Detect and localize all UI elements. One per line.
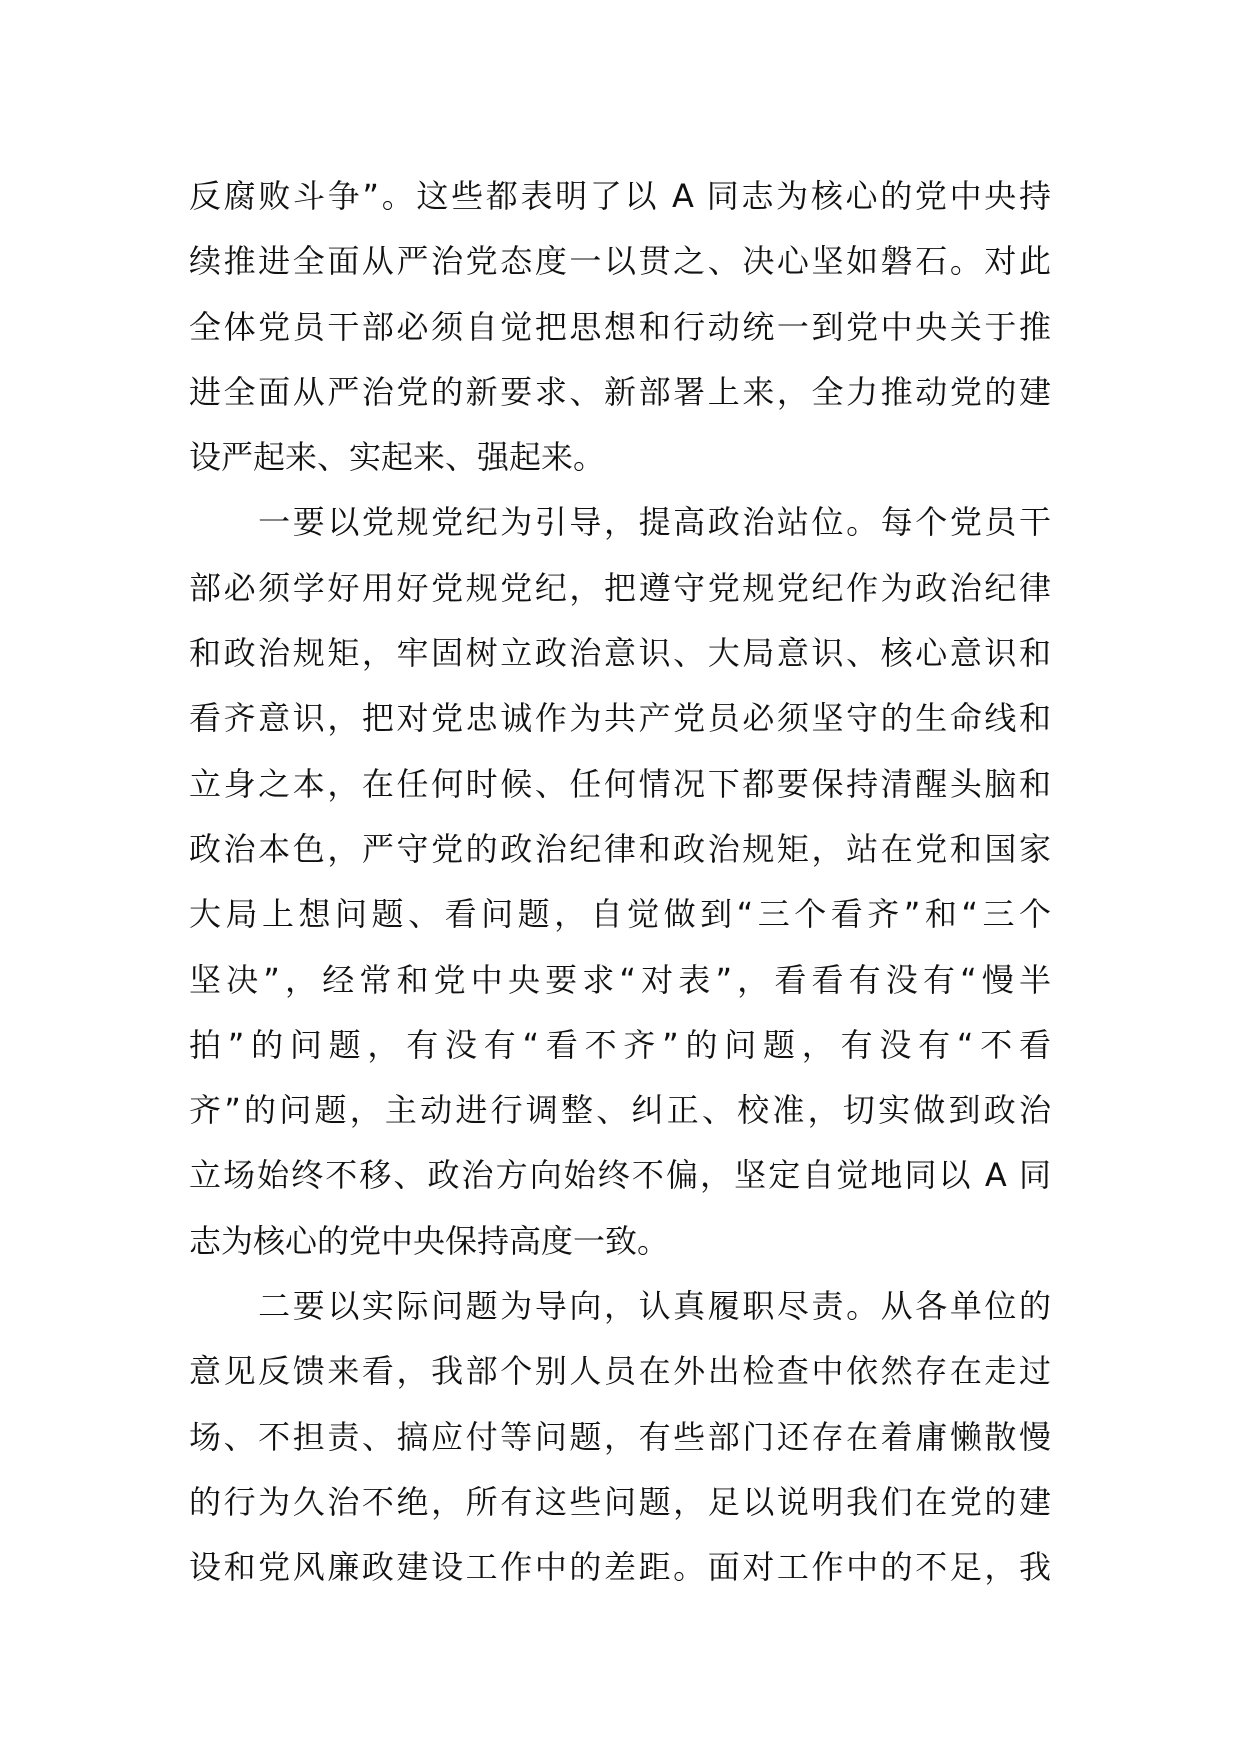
- text-line: 反腐败斗争”。这些都表明了以 A 同志为核心的党中央持: [189, 177, 1051, 215]
- text-line: 续推进全面从严治党态度一以贯之、决心坚如磐石。对此: [189, 242, 1051, 281]
- text-line: 大局上想问题、看问题，自觉做到“三个看齐”和“三个: [189, 895, 1051, 934]
- text-line: 立场始终不移、政治方向始终不偏，坚定自觉地同以 A 同: [189, 1156, 1051, 1195]
- text-line: 拍”的问题，有没有“看不齐”的问题，有没有“不看: [189, 1025, 1051, 1064]
- text-line: 志为核心的党中央保持高度一致。: [189, 1221, 670, 1260]
- text-line: 设和党风廉政建设工作中的差距。面对工作中的不足，我: [189, 1548, 1051, 1587]
- text-line: 部必须学好用好党规党纪，把遵守党规党纪作为政治纪律: [189, 568, 1051, 607]
- body-text: [189, 164, 1051, 1601]
- text-line: 全体党员干部必须自觉把思想和行动统一到党中央关于推: [189, 307, 1051, 346]
- text-line: 看齐意识，把对党忠诚作为共产党员必须坚守的生命线和: [189, 699, 1051, 738]
- text-line: 和政治规矩，牢固树立政治意识、大局意识、核心意识和: [189, 634, 1051, 673]
- text-line: 设严起来、实起来、强起来。: [189, 438, 606, 477]
- text-line: 坚决”，经常和党中央要求“对表”，看看有没有“慢半: [189, 960, 1051, 999]
- text-line: 的行为久治不绝，所有这些问题，足以说明我们在党的建: [189, 1482, 1051, 1521]
- text-line: 二要以实际问题为导向，认真履职尽责。从各单位的: [189, 1287, 1051, 1326]
- text-line: 场、不担责、搞应付等问题，有些部门还存在着庸懒散慢: [189, 1417, 1051, 1456]
- text-line: 齐”的问题，主动进行调整、纠正、校准，切实做到政治: [189, 1091, 1051, 1130]
- text-line: 政治本色，严守党的政治纪律和政治规矩，站在党和国家: [189, 829, 1051, 868]
- text-line: 一要以党规党纪为引导，提高政治站位。每个党员干: [189, 503, 1051, 542]
- text-line: 立身之本，在任何时候、任何情况下都要保持清醒头脑和: [189, 764, 1051, 803]
- text-line: 意见反馈来看，我部个别人员在外出检查中依然存在走过: [189, 1352, 1051, 1391]
- text-line: 进全面从严治党的新要求、新部署上来，全力推动党的建: [189, 372, 1051, 411]
